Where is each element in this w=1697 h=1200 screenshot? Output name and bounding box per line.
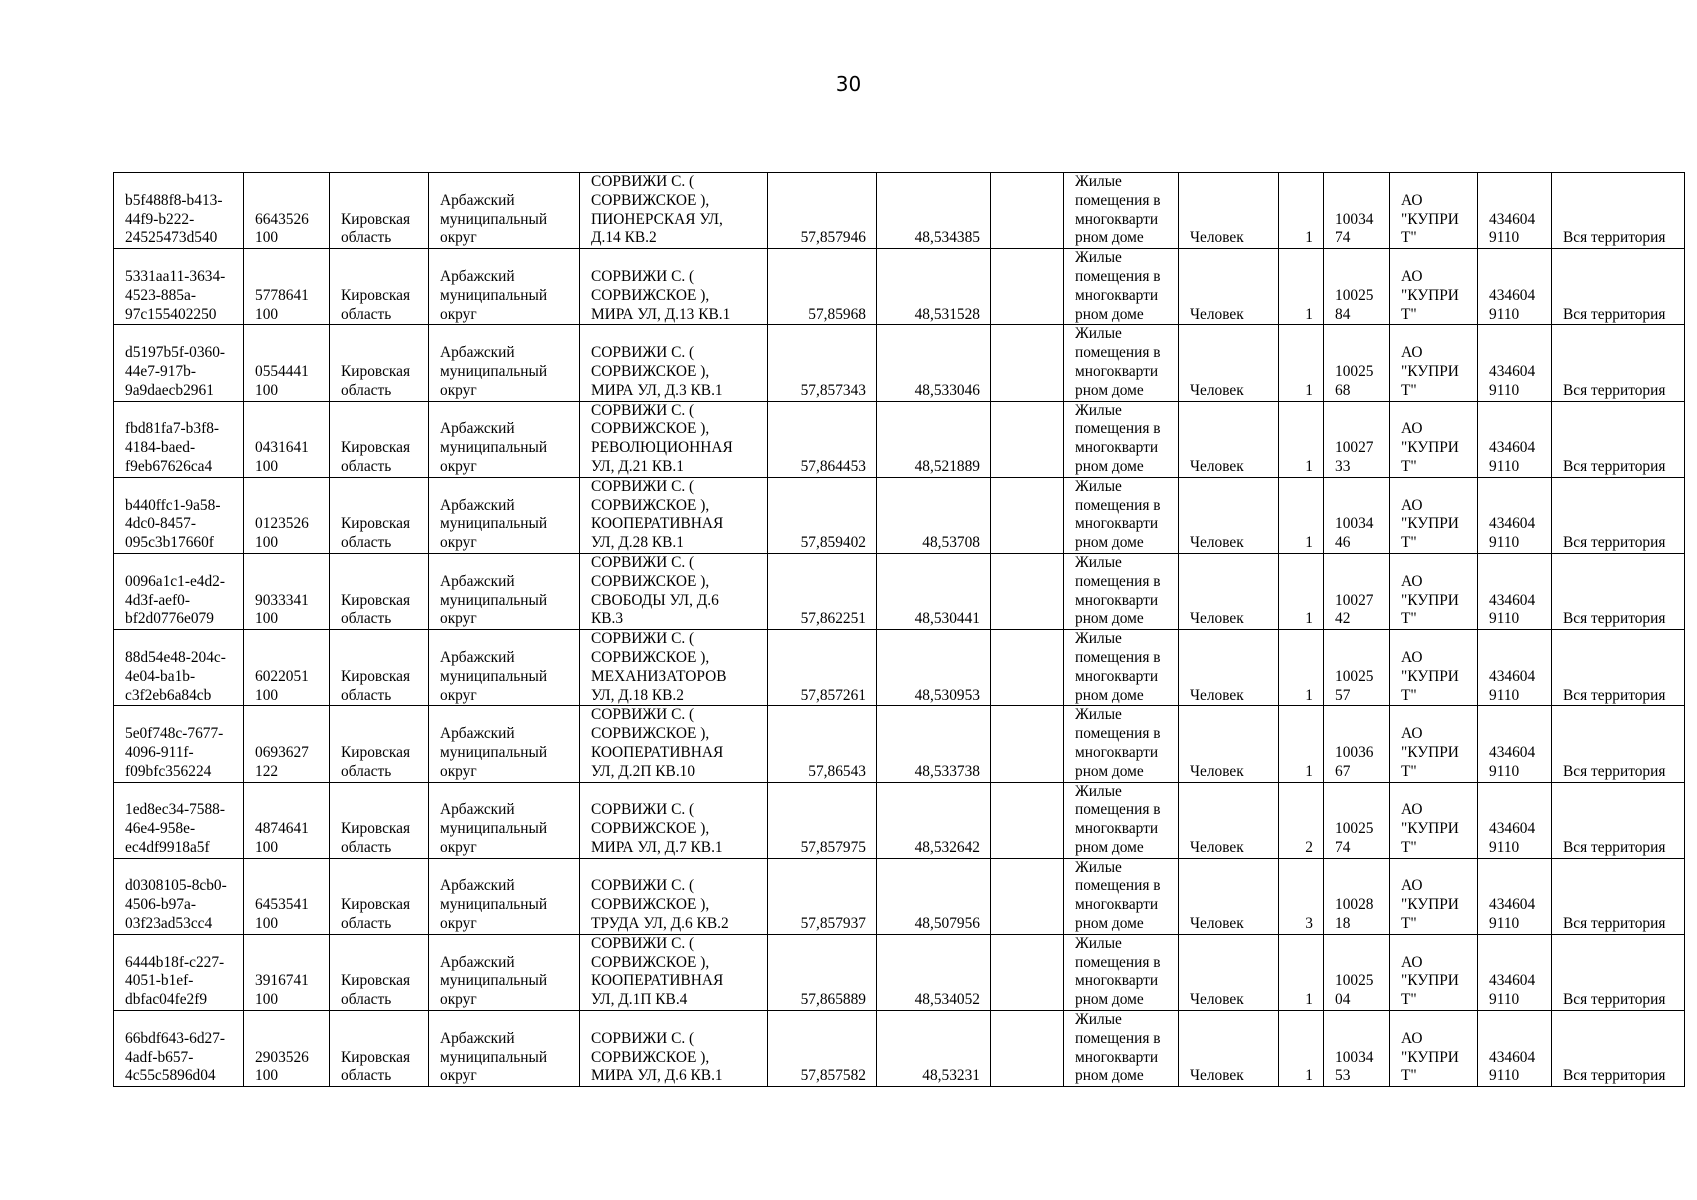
longitude-cell: 48,532642 — [877, 782, 991, 858]
address-cell: СОРВИЖИ С. ( СОРВИЖСКОЕ ), МЕХАНИЗАТОРОВ УЛ, Д.18 КВ.2 — [580, 630, 768, 706]
code-cell: 9033341 100 — [244, 553, 330, 629]
account-cell: 10025 74 — [1324, 782, 1390, 858]
district-cell: Арбажский муниципальный округ — [429, 630, 580, 706]
quantity-cell: 2 — [1279, 782, 1324, 858]
code-cell: 6643526 100 — [244, 173, 330, 249]
latitude-cell: 57,857261 — [768, 630, 877, 706]
quantity-cell: 1 — [1279, 630, 1324, 706]
quantity-cell: 1 — [1279, 249, 1324, 325]
region-cell: Кировская область — [330, 858, 429, 934]
organization-cell: АО "КУПРИ Т" — [1390, 325, 1478, 401]
territory-cell: Вся территория — [1552, 858, 1685, 934]
organization-cell: АО "КУПРИ Т" — [1390, 630, 1478, 706]
table-row — [114, 630, 1685, 706]
object-type-cell: Жилые помещения в многокварти рном доме — [1064, 249, 1179, 325]
organization-cell: АО "КУПРИ Т" — [1390, 782, 1478, 858]
region-cell: Кировская область — [330, 1011, 429, 1087]
district-cell: Арбажский муниципальный округ — [429, 477, 580, 553]
longitude-cell: 48,534385 — [877, 173, 991, 249]
quantity-cell: 1 — [1279, 477, 1324, 553]
address-cell: СОРВИЖИ С. ( СОРВИЖСКОЕ ), МИРА УЛ, Д.3 КВ.1 — [580, 325, 768, 401]
district-cell: Арбажский муниципальный округ — [429, 173, 580, 249]
object-type-cell: Жилые помещения в многокварти рном доме — [1064, 782, 1179, 858]
unit-cell: Человек — [1179, 858, 1279, 934]
object-type-cell: Жилые помещения в многокварти рном доме — [1064, 934, 1179, 1010]
empty-cell — [991, 477, 1064, 553]
empty-cell — [991, 934, 1064, 1010]
table-row — [114, 782, 1685, 858]
quantity-cell: 1 — [1279, 401, 1324, 477]
record-id-cell: fbd81fa7-b3f8- 4184-baed- f9eb67626ca4 — [114, 401, 244, 477]
organization-cell: АО "КУПРИ Т" — [1390, 553, 1478, 629]
code-cell: 4874641 100 — [244, 782, 330, 858]
empty-cell — [991, 1011, 1064, 1087]
table-row — [114, 325, 1685, 401]
unit-cell: Человек — [1179, 706, 1279, 782]
quantity-cell: 3 — [1279, 858, 1324, 934]
address-cell: СОРВИЖИ С. ( СОРВИЖСКОЕ ), МИРА УЛ, Д.13 КВ.1 — [580, 249, 768, 325]
table-row — [114, 173, 1685, 249]
object-type-cell: Жилые помещения в многокварти рном доме — [1064, 1011, 1179, 1087]
empty-cell — [991, 325, 1064, 401]
longitude-cell: 48,530953 — [877, 630, 991, 706]
account-cell: 10025 84 — [1324, 249, 1390, 325]
latitude-cell: 57,857946 — [768, 173, 877, 249]
address-cell: СОРВИЖИ С. ( СОРВИЖСКОЕ ), СВОБОДЫ УЛ, Д.6 КВ.3 — [580, 553, 768, 629]
account-cell: 10025 68 — [1324, 325, 1390, 401]
organization-cell: АО "КУПРИ Т" — [1390, 706, 1478, 782]
region-cell: Кировская область — [330, 173, 429, 249]
district-cell: Арбажский муниципальный округ — [429, 249, 580, 325]
latitude-cell: 57,859402 — [768, 477, 877, 553]
district-cell: Арбажский муниципальный округ — [429, 325, 580, 401]
empty-cell — [991, 249, 1064, 325]
record-id-cell: 66bdf643-6d27- 4adf-b657- 4c55c5896d04 — [114, 1011, 244, 1087]
record-id-cell: 5e0f748c-7677- 4096-911f- f09bfc356224 — [114, 706, 244, 782]
code-cell: 2903526 100 — [244, 1011, 330, 1087]
region-cell: Кировская область — [330, 934, 429, 1010]
account-cell: 10025 04 — [1324, 934, 1390, 1010]
address-cell: СОРВИЖИ С. ( СОРВИЖСКОЕ ), КООПЕРАТИВНАЯ УЛ, Д.28 КВ.1 — [580, 477, 768, 553]
territory-cell: Вся территория — [1552, 706, 1685, 782]
object-type-cell: Жилые помещения в многокварти рном доме — [1064, 630, 1179, 706]
address-cell: СОРВИЖИ С. ( СОРВИЖСКОЕ ), КООПЕРАТИВНАЯ УЛ, Д.1П КВ.4 — [580, 934, 768, 1010]
organization-cell: АО "КУПРИ Т" — [1390, 1011, 1478, 1087]
territory-cell: Вся территория — [1552, 782, 1685, 858]
territory-cell: Вся территория — [1552, 630, 1685, 706]
district-cell: Арбажский муниципальный округ — [429, 934, 580, 1010]
address-cell: СОРВИЖИ С. ( СОРВИЖСКОЕ ), МИРА УЛ, Д.6 КВ.1 — [580, 1011, 768, 1087]
address-cell: СОРВИЖИ С. ( СОРВИЖСКОЕ ), МИРА УЛ, Д.7 КВ.1 — [580, 782, 768, 858]
account-cell: 10025 57 — [1324, 630, 1390, 706]
account-cell: 10036 67 — [1324, 706, 1390, 782]
table-row — [114, 706, 1685, 782]
record-id-cell: 1ed8ec34-7588- 46e4-958e- ec4df9918a5f — [114, 782, 244, 858]
code-cell: 0693627 122 — [244, 706, 330, 782]
quantity-cell: 1 — [1279, 553, 1324, 629]
region-cell: Кировская область — [330, 706, 429, 782]
record-id-cell: 5331aa11-3634- 4523-885a- 97c155402250 — [114, 249, 244, 325]
address-cell: СОРВИЖИ С. ( СОРВИЖСКОЕ ), РЕВОЛЮЦИОННАЯ УЛ, Д.21 КВ.1 — [580, 401, 768, 477]
inn-cell: 434604 9110 — [1478, 477, 1552, 553]
longitude-cell: 48,530441 — [877, 553, 991, 629]
organization-cell: АО "КУПРИ Т" — [1390, 249, 1478, 325]
empty-cell — [991, 706, 1064, 782]
latitude-cell: 57,857343 — [768, 325, 877, 401]
district-cell: Арбажский муниципальный округ — [429, 401, 580, 477]
code-cell: 0554441 100 — [244, 325, 330, 401]
latitude-cell: 57,857937 — [768, 858, 877, 934]
empty-cell — [991, 630, 1064, 706]
quantity-cell: 1 — [1279, 173, 1324, 249]
latitude-cell: 57,862251 — [768, 553, 877, 629]
inn-cell: 434604 9110 — [1478, 325, 1552, 401]
code-cell: 5778641 100 — [244, 249, 330, 325]
account-cell: 10034 46 — [1324, 477, 1390, 553]
inn-cell: 434604 9110 — [1478, 858, 1552, 934]
longitude-cell: 48,534052 — [877, 934, 991, 1010]
code-cell: 6453541 100 — [244, 858, 330, 934]
unit-cell: Человек — [1179, 1011, 1279, 1087]
unit-cell: Человек — [1179, 934, 1279, 1010]
unit-cell: Человек — [1179, 553, 1279, 629]
unit-cell: Человек — [1179, 630, 1279, 706]
object-type-cell: Жилые помещения в многокварти рном доме — [1064, 858, 1179, 934]
latitude-cell: 57,864453 — [768, 401, 877, 477]
quantity-cell: 1 — [1279, 1011, 1324, 1087]
object-type-cell: Жилые помещения в многокварти рном доме — [1064, 553, 1179, 629]
district-cell: Арбажский муниципальный округ — [429, 1011, 580, 1087]
inn-cell: 434604 9110 — [1478, 249, 1552, 325]
territory-cell: Вся территория — [1552, 553, 1685, 629]
account-cell: 10027 33 — [1324, 401, 1390, 477]
table-row — [114, 858, 1685, 934]
organization-cell: АО "КУПРИ Т" — [1390, 477, 1478, 553]
code-cell: 0431641 100 — [244, 401, 330, 477]
empty-cell — [991, 553, 1064, 629]
inn-cell: 434604 9110 — [1478, 934, 1552, 1010]
region-cell: Кировская область — [330, 553, 429, 629]
quantity-cell: 1 — [1279, 934, 1324, 1010]
object-type-cell: Жилые помещения в многокварти рном доме — [1064, 706, 1179, 782]
unit-cell: Человек — [1179, 173, 1279, 249]
unit-cell: Человек — [1179, 477, 1279, 553]
account-cell: 10028 18 — [1324, 858, 1390, 934]
organization-cell: АО "КУПРИ Т" — [1390, 173, 1478, 249]
inn-cell: 434604 9110 — [1478, 173, 1552, 249]
territory-cell: Вся территория — [1552, 173, 1685, 249]
territory-cell: Вся территория — [1552, 401, 1685, 477]
inn-cell: 434604 9110 — [1478, 1011, 1552, 1087]
organization-cell: АО "КУПРИ Т" — [1390, 401, 1478, 477]
inn-cell: 434604 9110 — [1478, 401, 1552, 477]
empty-cell — [991, 401, 1064, 477]
table-row — [114, 401, 1685, 477]
object-type-cell: Жилые помещения в многокварти рном доме — [1064, 325, 1179, 401]
table-row — [114, 1011, 1685, 1087]
inn-cell: 434604 9110 — [1478, 782, 1552, 858]
empty-cell — [991, 782, 1064, 858]
quantity-cell: 1 — [1279, 706, 1324, 782]
object-type-cell: Жилые помещения в многокварти рном доме — [1064, 173, 1179, 249]
object-type-cell: Жилые помещения в многокварти рном доме — [1064, 477, 1179, 553]
code-cell: 0123526 100 — [244, 477, 330, 553]
empty-cell — [991, 858, 1064, 934]
latitude-cell: 57,865889 — [768, 934, 877, 1010]
unit-cell: Человек — [1179, 782, 1279, 858]
territory-cell: Вся территория — [1552, 1011, 1685, 1087]
address-cell: СОРВИЖИ С. ( СОРВИЖСКОЕ ), КООПЕРАТИВНАЯ УЛ, Д.2П КВ.10 — [580, 706, 768, 782]
table-row — [114, 477, 1685, 553]
latitude-cell: 57,857975 — [768, 782, 877, 858]
record-id-cell: 88d54e48-204c- 4e04-ba1b- c3f2eb6a84cb — [114, 630, 244, 706]
longitude-cell: 48,507956 — [877, 858, 991, 934]
code-cell: 6022051 100 — [244, 630, 330, 706]
longitude-cell: 48,53231 — [877, 1011, 991, 1087]
region-cell: Кировская область — [330, 249, 429, 325]
record-id-cell: d0308105-8cb0- 4506-b97a- 03f23ad53cc4 — [114, 858, 244, 934]
organization-cell: АО "КУПРИ Т" — [1390, 934, 1478, 1010]
registry-table — [113, 172, 1685, 1087]
record-id-cell: b5f488f8-b413- 44f9-b222- 24525473d540 — [114, 173, 244, 249]
longitude-cell: 48,533738 — [877, 706, 991, 782]
record-id-cell: d5197b5f-0360- 44e7-917b- 9a9daecb2961 — [114, 325, 244, 401]
region-cell: Кировская область — [330, 477, 429, 553]
territory-cell: Вся территория — [1552, 325, 1685, 401]
inn-cell: 434604 9110 — [1478, 706, 1552, 782]
address-cell: СОРВИЖИ С. ( СОРВИЖСКОЕ ), ТРУДА УЛ, Д.6 КВ.2 — [580, 858, 768, 934]
code-cell: 3916741 100 — [244, 934, 330, 1010]
district-cell: Арбажский муниципальный округ — [429, 706, 580, 782]
table-row — [114, 553, 1685, 629]
longitude-cell: 48,521889 — [877, 401, 991, 477]
organization-cell: АО "КУПРИ Т" — [1390, 858, 1478, 934]
longitude-cell: 48,533046 — [877, 325, 991, 401]
district-cell: Арбажский муниципальный округ — [429, 782, 580, 858]
record-id-cell: b440ffc1-9a58- 4dc0-8457- 095c3b17660f — [114, 477, 244, 553]
account-cell: 10034 53 — [1324, 1011, 1390, 1087]
table-body — [114, 173, 1685, 1087]
district-cell: Арбажский муниципальный округ — [429, 858, 580, 934]
table-row — [114, 934, 1685, 1010]
territory-cell: Вся территория — [1552, 249, 1685, 325]
address-cell: СОРВИЖИ С. ( СОРВИЖСКОЕ ), ПИОНЕРСКАЯ УЛ, Д.14 КВ.2 — [580, 173, 768, 249]
territory-cell: Вся территория — [1552, 477, 1685, 553]
region-cell: Кировская область — [330, 630, 429, 706]
quantity-cell: 1 — [1279, 325, 1324, 401]
account-cell: 10034 74 — [1324, 173, 1390, 249]
unit-cell: Человек — [1179, 401, 1279, 477]
territory-cell: Вся территория — [1552, 934, 1685, 1010]
region-cell: Кировская область — [330, 782, 429, 858]
page-number: 30 — [835, 72, 862, 96]
record-id-cell: 6444b18f-c227- 4051-b1ef- dbfac04fe2f9 — [114, 934, 244, 1010]
latitude-cell: 57,85968 — [768, 249, 877, 325]
latitude-cell: 57,86543 — [768, 706, 877, 782]
district-cell: Арбажский муниципальный округ — [429, 553, 580, 629]
empty-cell — [991, 173, 1064, 249]
longitude-cell: 48,531528 — [877, 249, 991, 325]
region-cell: Кировская область — [330, 325, 429, 401]
object-type-cell: Жилые помещения в многокварти рном доме — [1064, 401, 1179, 477]
account-cell: 10027 42 — [1324, 553, 1390, 629]
longitude-cell: 48,53708 — [877, 477, 991, 553]
inn-cell: 434604 9110 — [1478, 553, 1552, 629]
table-row — [114, 249, 1685, 325]
unit-cell: Человек — [1179, 249, 1279, 325]
unit-cell: Человек — [1179, 325, 1279, 401]
inn-cell: 434604 9110 — [1478, 630, 1552, 706]
record-id-cell: 0096a1c1-e4d2- 4d3f-aef0- bf2d0776e079 — [114, 553, 244, 629]
latitude-cell: 57,857582 — [768, 1011, 877, 1087]
region-cell: Кировская область — [330, 401, 429, 477]
